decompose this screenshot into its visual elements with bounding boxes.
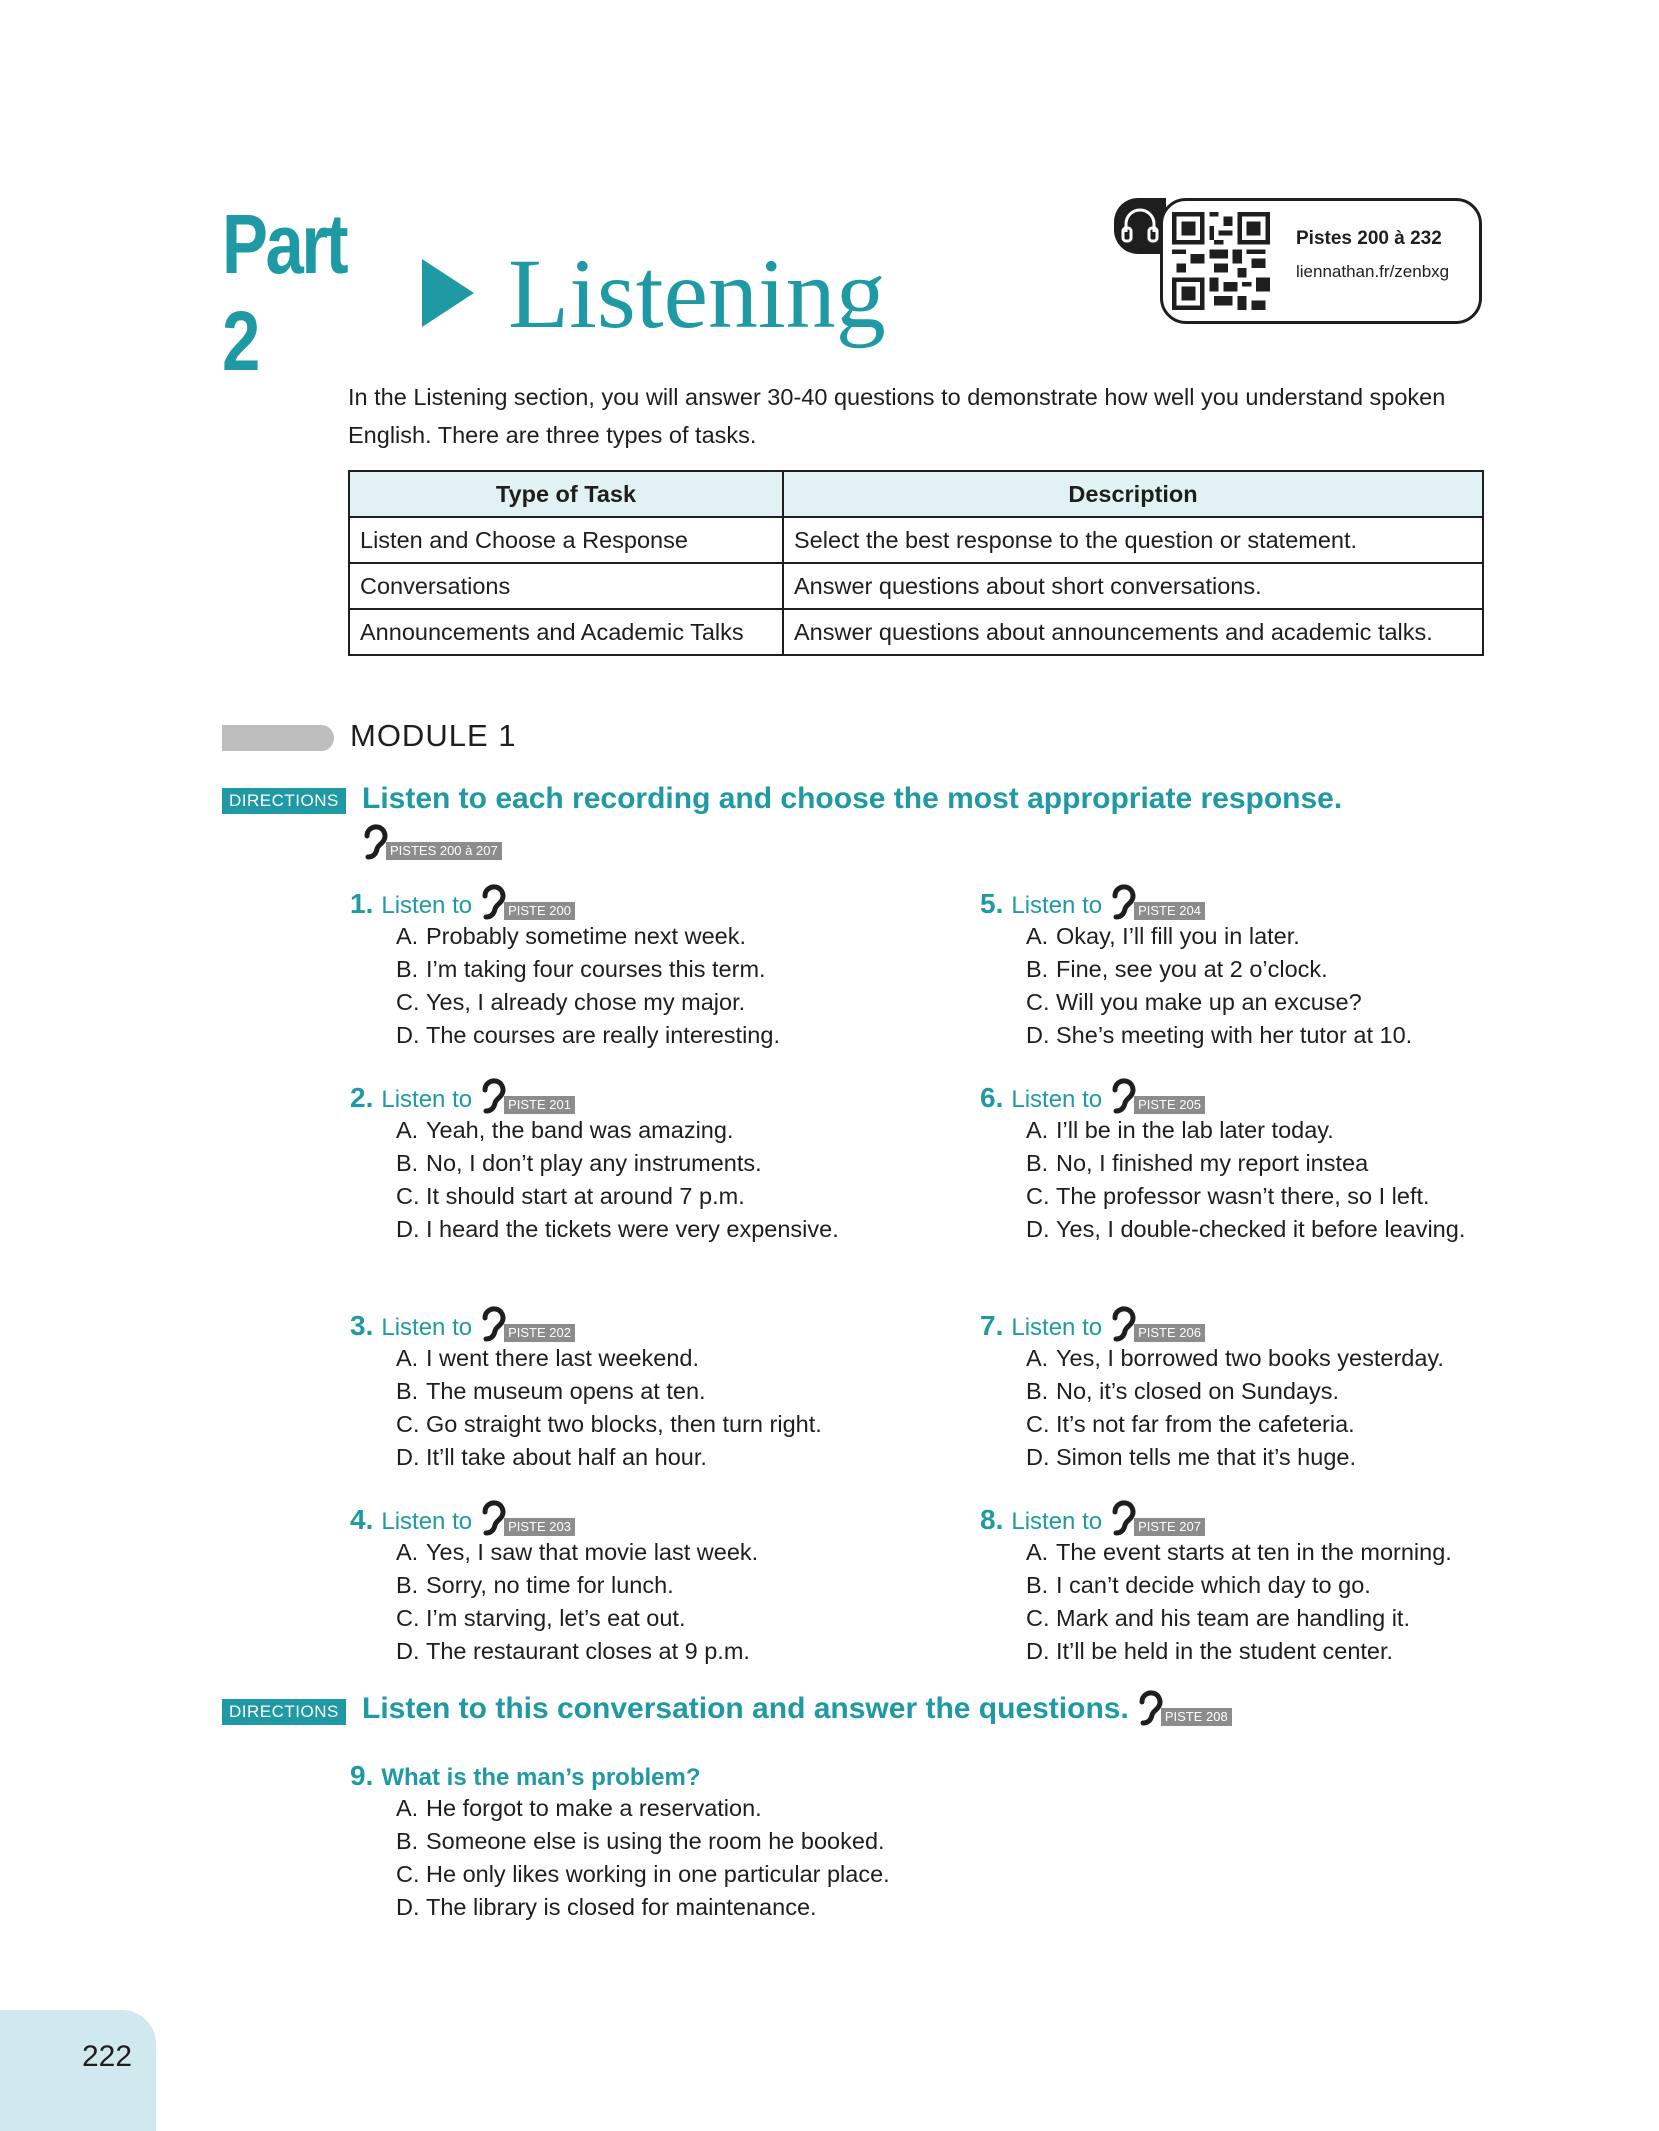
answer-choice[interactable] [1026,1213,1540,1246]
choice-text: The restaurant closes at 9 p.m. [426,1638,750,1664]
question-head [350,1074,910,1114]
answer-choice[interactable] [396,1019,910,1052]
answer-choice[interactable] [1026,1536,1540,1569]
track-badge: PISTES 200 à 207 [386,842,502,860]
choice-letter: D. [396,1638,420,1664]
track-badge: PISTE 204 [1134,902,1205,920]
intro-paragraph: In the Listening section, you will answer 30-40 questions to demonstrate how well you understand spoken English. There are three types of tasks. [348,384,1446,448]
choice-text: Yes, I double-checked it before leaving. [1056,1216,1466,1242]
choice-text: It’s not far from the cafeteria. [1056,1411,1355,1437]
question-7 [980,1302,1540,1474]
track-badge: PISTE 207 [1134,1518,1205,1536]
choice-letter: D. [1026,1638,1050,1664]
question-number: 2. [350,1082,374,1113]
choice-text: Someone else is using the room he booked. [426,1828,885,1854]
answer-choice[interactable] [396,986,910,1019]
choice-letter: B. [396,1378,419,1404]
answer-choice[interactable] [1026,1408,1540,1441]
choice-letter: D. [396,1022,420,1048]
answer-choice[interactable] [1026,920,1540,953]
answer-choice[interactable] [396,1825,1050,1858]
question-head [980,880,1540,920]
choice-letter: B. [1026,956,1049,982]
answer-choice[interactable] [1026,1019,1540,1052]
answer-choice[interactable] [396,1792,1050,1825]
answer-choice[interactable] [396,1602,910,1635]
choice-letter: C. [396,989,420,1015]
choice-text: The museum opens at ten. [426,1378,706,1404]
question-number: 9. [350,1760,374,1791]
section-tracks[interactable] [360,822,502,860]
question-head [980,1302,1540,1342]
answer-choice[interactable] [396,1408,910,1441]
choice-text: Yeah, the band was amazing. [426,1117,734,1143]
answer-choice[interactable] [1026,1114,1540,1147]
choice-text: Yes, I borrowed two books yesterday. [1056,1345,1444,1371]
answer-choice[interactable] [396,920,910,953]
headphones-icon [1114,198,1166,254]
table-row [349,563,1483,609]
choice-text: No, I don’t play any instruments. [426,1150,762,1176]
choice-text: I’ll be in the lab later today. [1056,1117,1334,1143]
choice-text: Yes, I already chose my major. [426,989,746,1015]
question-3 [350,1302,910,1474]
choice-letter: B. [1026,1572,1049,1598]
choice-text: I’m starving, let’s eat out. [426,1605,686,1631]
track-badge: PISTE 201 [504,1096,575,1114]
choice-letter: D. [396,1216,420,1242]
choice-text: It’ll be held in the student center. [1056,1638,1394,1664]
answer-choice[interactable] [396,1147,910,1180]
choice-text: The courses are really interesting. [426,1022,780,1048]
choice-letter: C. [1026,1605,1050,1631]
answer-choice[interactable] [396,1342,910,1375]
choice-text: I went there last weekend. [426,1345,700,1371]
choice-letter: A. [396,923,419,949]
question-track[interactable] [478,1076,575,1114]
choice-letter: C. [396,1183,420,1209]
table-header-description: Description [783,471,1483,517]
track-badge: PISTE 202 [504,1324,575,1342]
answer-choice[interactable] [396,1536,910,1569]
part-label: Part 2 [222,197,347,388]
table-cell: Answer questions about announcements and academic talks. [783,609,1483,655]
table-cell: Answer questions about short conversations. [783,563,1483,609]
choice-text: He forgot to make a reservation. [426,1795,762,1821]
module-title: MODULE 1 [350,718,517,753]
question-prompt: Listen to [1011,1508,1103,1535]
audio-tracks-url[interactable]: liennathan.fr/zenbxg [1296,262,1450,281]
question-track[interactable] [1108,1498,1205,1536]
choice-letter: B. [396,1150,419,1176]
choice-letter: A. [1026,1117,1049,1143]
question-track[interactable] [478,882,575,920]
question-number: 1. [350,888,374,919]
choice-text: The professor wasn’t there, so I left. [1056,1183,1430,1209]
question-prompt: Listen to [381,892,473,919]
choice-text: No, it’s closed on Sundays. [1056,1378,1340,1404]
choice-letter: A. [1026,1539,1049,1565]
choice-letter: B. [396,1572,419,1598]
question-number: 6. [980,1082,1004,1113]
question-head [350,880,910,920]
choice-text: I heard the tickets were very expensive. [426,1216,839,1242]
question-prompt: Listen to [381,1314,473,1341]
choice-text: Okay, I’ll fill you in later. [1056,923,1300,949]
question-head [980,1074,1540,1114]
choice-letter: C. [1026,1411,1050,1437]
answer-choice[interactable] [1026,1147,1540,1180]
answer-choice[interactable] [1026,953,1540,986]
choice-text: The library is closed for maintenance. [426,1894,817,1920]
choice-text: The event starts at ten in the morning. [1056,1539,1452,1565]
question-4 [350,1496,910,1668]
answer-choice[interactable] [1026,986,1540,1019]
answer-choice[interactable] [1026,1441,1540,1474]
choice-letter: C. [1026,989,1050,1015]
question-track[interactable] [1108,1304,1205,1342]
answer-choice[interactable] [396,953,910,986]
choice-letter: C. [396,1605,420,1631]
page-title [222,197,886,388]
choice-letter: D. [1026,1216,1050,1242]
track-badge: PISTE 205 [1134,1096,1205,1114]
question-track[interactable] [478,1304,575,1342]
choice-text: I can’t decide which day to go. [1056,1572,1371,1598]
choice-letter: A. [1026,923,1049,949]
answer-choice[interactable] [396,1635,910,1668]
question-track[interactable] [1108,882,1205,920]
question-number: 7. [980,1310,1004,1341]
answer-choice[interactable] [396,1569,910,1602]
question-head [350,1752,1050,1792]
answer-choice[interactable] [396,1891,1050,1924]
choice-letter: B. [396,1828,419,1854]
choice-letter: D. [1026,1022,1050,1048]
question-number: 4. [350,1504,374,1535]
choice-text: Simon tells me that it’s huge. [1056,1444,1356,1470]
task-types-table [348,470,1484,656]
page-tab [0,2010,156,2131]
track-badge: PISTE 203 [504,1518,575,1536]
table-row [349,517,1483,563]
choice-letter: C. [396,1411,420,1437]
directions-line [362,1688,1232,1726]
choice-letter: D. [396,1894,420,1920]
question-number: 3. [350,1310,374,1341]
track-badge: PISTE 206 [1134,1324,1205,1342]
question-prompt: Listen to [1011,1314,1103,1341]
table-row [349,609,1483,655]
choice-letter: D. [1026,1444,1050,1470]
answer-choice[interactable] [396,1858,1050,1891]
choice-letter: A. [396,1539,419,1565]
question-2 [350,1074,910,1246]
page-number: 222 [82,2040,133,2073]
choice-text: Probably sometime next week. [426,923,747,949]
module-bar [222,725,334,751]
section-track[interactable] [1135,1688,1232,1726]
table-cell: Conversations [349,563,783,609]
question-prompt: What is the man’s problem? [381,1764,701,1791]
choice-letter: A. [396,1345,419,1371]
table-cell: Announcements and Academic Talks [349,609,783,655]
audio-tracks-label: Pistes 200 à 232 [1296,228,1442,249]
question-prompt: Listen to [381,1508,473,1535]
answer-choice[interactable] [1026,1180,1540,1213]
question-track[interactable] [478,1498,575,1536]
answer-choice[interactable] [1026,1635,1540,1668]
choice-letter: B. [396,956,419,982]
choice-letter: D. [396,1444,420,1470]
question-prompt: Listen to [1011,892,1103,919]
directions-badge: DIRECTIONS [222,788,346,814]
choice-text: No, I finished my report instea [1056,1150,1369,1176]
question-number: 5. [980,888,1004,919]
choice-letter: A. [1026,1345,1049,1371]
directions-badge: DIRECTIONS [222,1699,346,1725]
choice-text: He only likes working in one particular place. [426,1861,890,1887]
choice-text: Yes, I saw that movie last week. [426,1539,759,1565]
question-6 [980,1074,1540,1246]
answer-choice[interactable] [396,1180,910,1213]
choice-letter: A. [396,1795,419,1821]
answer-choice[interactable] [1026,1569,1540,1602]
choice-letter: C. [396,1861,420,1887]
choice-text: It should start at around 7 p.m. [426,1183,745,1209]
question-prompt: Listen to [381,1086,473,1113]
choice-letter: C. [1026,1183,1050,1209]
question-prompt: Listen to [1011,1086,1103,1113]
answer-choice[interactable] [1026,1375,1540,1408]
answer-choice[interactable] [396,1213,910,1246]
answer-choice[interactable] [1026,1602,1540,1635]
directions-text: Listen to each recording and choose the most appropriate response. [362,782,1343,815]
answer-choice[interactable] [396,1441,910,1474]
question-head [350,1302,910,1342]
answer-choice[interactable] [396,1114,910,1147]
track-badge: PISTE 200 [504,902,575,920]
table-cell: Listen and Choose a Response [349,517,783,563]
answer-choice[interactable] [396,1375,910,1408]
arrow-icon [422,259,474,327]
choice-letter: B. [1026,1378,1049,1404]
question-track[interactable] [1108,1076,1205,1114]
table-header-row [349,471,1483,517]
question-number: 8. [980,1504,1004,1535]
question-head [980,1496,1540,1536]
qr-code-icon[interactable] [1172,212,1270,310]
answer-choice[interactable] [1026,1342,1540,1375]
question-5 [980,880,1540,1052]
table-header-type: Type of Task [349,471,783,517]
choice-text: Will you make up an excuse? [1056,989,1362,1015]
choice-letter: B. [1026,1150,1049,1176]
question-head [350,1496,910,1536]
choice-letter: A. [396,1117,419,1143]
question-1 [350,880,910,1052]
choice-text: She’s meeting with her tutor at 10. [1056,1022,1413,1048]
track-badge: PISTE 208 [1161,1708,1232,1726]
choice-text: Mark and his team are handling it. [1056,1605,1410,1631]
question-8 [980,1496,1540,1668]
table-cell: Select the best response to the question or statement. [783,517,1483,563]
question-9 [350,1752,1050,1924]
choice-text: Sorry, no time for lunch. [426,1572,674,1598]
choice-text: It’ll take about half an hour. [426,1444,707,1470]
section-title: Listening [508,237,886,349]
choice-text: Go straight two blocks, then turn right. [426,1411,822,1437]
choice-text: I’m taking four courses this term. [426,956,766,982]
directions-text: Listen to this conversation and answer the questions. [362,1692,1129,1725]
choice-text: Fine, see you at 2 o’clock. [1056,956,1328,982]
